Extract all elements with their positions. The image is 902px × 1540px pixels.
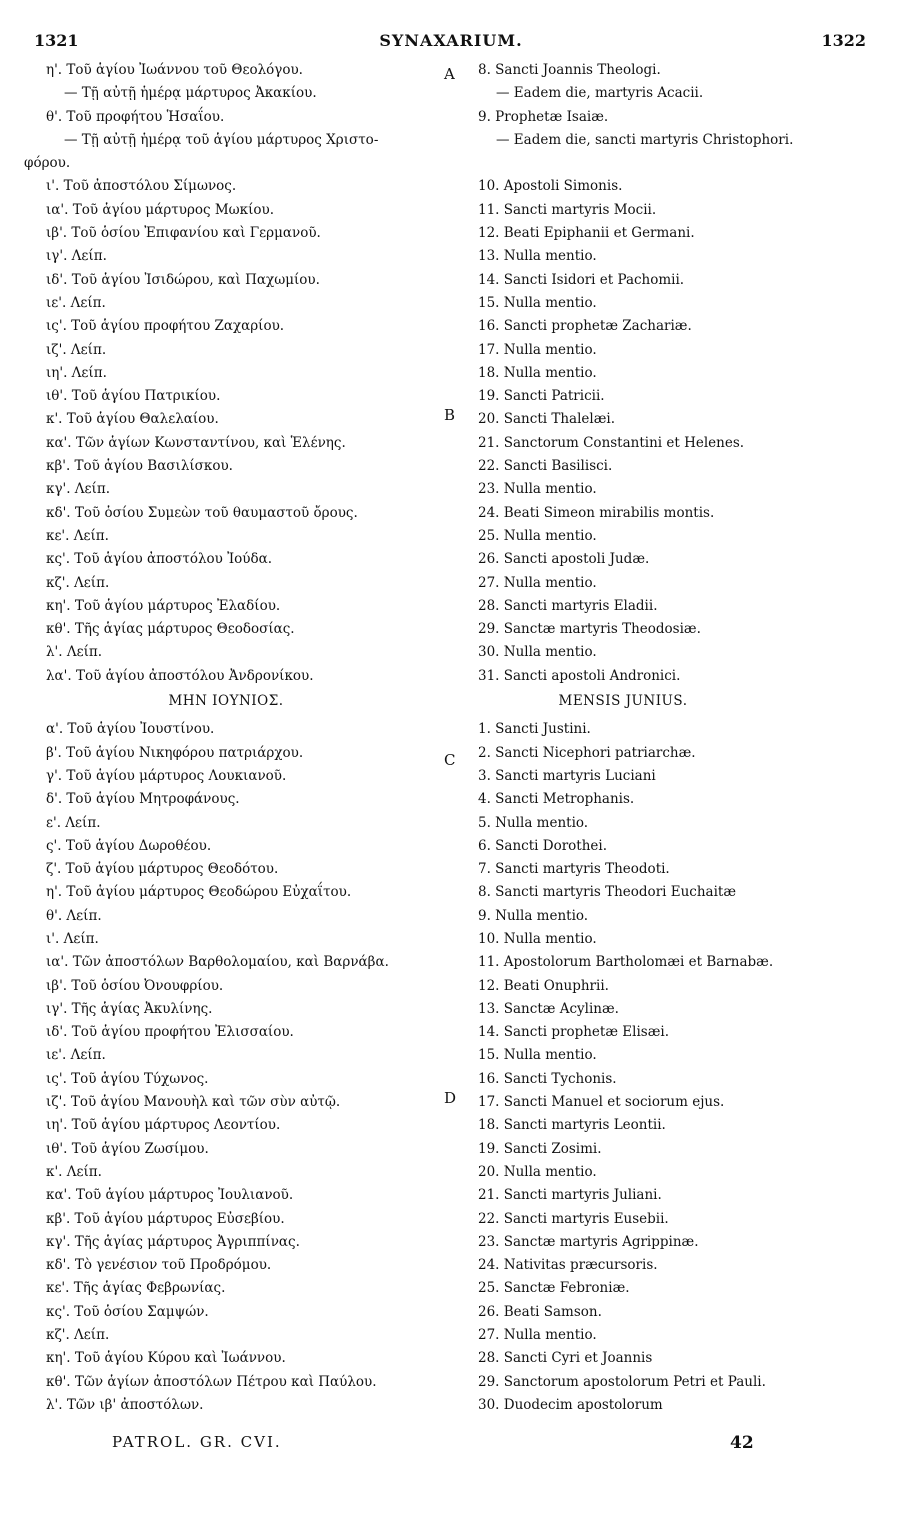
greek-entry: ιη'. Τοῦ ἁγίου μάρτυρος Λεοντίου.: [46, 1117, 281, 1134]
greek-entry: ια'. Τοῦ ἁγίου μάρτυρος Μωκίου.: [46, 201, 275, 218]
greek-entry: κς'. Τοῦ ὁσίου Σαμψών.: [46, 1303, 209, 1320]
greek-entry: κ'. Λείπ.: [46, 1163, 102, 1180]
greek-entry: ε'. Λείπ.: [46, 814, 101, 831]
greek-entry: κζ'. Λείπ.: [46, 574, 110, 591]
greek-entry: ζ'. Τοῦ ἁγίου μάρτυρος Θεοδότου.: [46, 861, 279, 878]
margin-letter-d: D: [444, 1089, 457, 1107]
latin-entry: — Eadem die, martyris Acacii.: [496, 85, 704, 102]
latin-entry: 28. Sancti Cyri et Joannis: [478, 1350, 653, 1367]
greek-entry: ιβ'. Τοῦ ὁσίου Ὀνουφρίου.: [46, 977, 224, 994]
latin-entry: 18. Sancti martyris Leontii.: [478, 1117, 666, 1134]
latin-entry: 19. Sancti Patricii.: [478, 388, 605, 405]
greek-entry: η'. Τοῦ ἁγίου Ἰωάννου τοῦ Θεολόγου.: [46, 62, 303, 78]
latin-entry: 11. Sancti martyris Mocii.: [478, 201, 657, 218]
latin-entry: 10. Nulla mentio.: [478, 930, 597, 947]
greek-entry: λ'. Λείπ.: [46, 644, 103, 661]
latin-entry: 14. Sancti Isidori et Pachomii.: [478, 271, 685, 288]
greek-entry: κε'. Λείπ.: [46, 527, 109, 544]
latin-entry: 11. Apostolorum Bartholomæi et Barnabæ.: [478, 954, 774, 971]
margin-letter-b: B: [444, 406, 456, 424]
margin-letter-c: C: [444, 751, 456, 769]
latin-entry: 20. Nulla mentio.: [478, 1163, 597, 1180]
greek-entry: ιθ'. Τοῦ ἁγίου Ζωσίμου.: [46, 1140, 209, 1157]
greek-entry: ιδ'. Τοῦ ἁγίου προφήτου Ἐλισσαίου.: [46, 1024, 294, 1041]
latin-entry: 29. Sanctorum apostolorum Petri et Pauli.: [478, 1373, 766, 1390]
greek-entry: ιε'. Λείπ.: [46, 1047, 106, 1064]
greek-month-heading: ΜΗΝ ΙΟΥΝΙΟΣ.: [168, 693, 284, 710]
page-number-left: 1321: [34, 31, 79, 50]
greek-entry: κα'. Τοῦ ἁγίου μάρτυρος Ἰουλιανοῦ.: [46, 1187, 294, 1204]
latin-entry: 22. Sancti martyris Eusebii.: [478, 1210, 669, 1227]
latin-entry: 24. Nativitas præcursoris.: [478, 1257, 658, 1274]
greek-entry: κθ'. Τῆς ἁγίας μάρτυρος Θεοδοσίας.: [46, 621, 295, 638]
greek-entry: κ'. Τοῦ ἁγίου Θαλελαίου.: [46, 411, 219, 428]
greek-entry: α'. Τοῦ ἁγίου Ἰουστίνου.: [46, 721, 215, 738]
greek-entry: ιγ'. Λείπ.: [46, 248, 107, 265]
latin-entry: 1. Sancti Justini.: [478, 721, 591, 738]
latin-entry: 5. Nulla mentio.: [478, 814, 589, 831]
greek-entry: — Τῇ αὐτῇ ἡμέρᾳ τοῦ ἁγίου μάρτυρος Χριστο-: [64, 131, 379, 148]
latin-entry: 30. Duodecim apostolorum: [478, 1396, 663, 1413]
greek-entry: ς'. Τοῦ ἁγίου Δωροθέου.: [46, 837, 212, 854]
latin-entry: 25. Sanctæ Febroniæ.: [478, 1280, 630, 1297]
greek-entry: κδ'. Τὸ γενέσιον τοῦ Προδρόμου.: [46, 1257, 272, 1274]
greek-entry: κς'. Τοῦ ἁγίου ἀποστόλου Ἰούδα.: [46, 551, 273, 568]
greek-entry: κη'. Τοῦ ἁγίου Κύρου καὶ Ἰωάννου.: [46, 1350, 286, 1367]
greek-entry: κε'. Τῆς ἁγίας Φεβρωνίας.: [46, 1280, 226, 1297]
latin-entry: 3. Sancti martyris Luciani: [478, 767, 656, 784]
latin-entry: 2. Sancti Nicephori patriarchæ.: [478, 744, 696, 761]
latin-entry: 21. Sancti martyris Juliani.: [478, 1187, 662, 1204]
greek-entry: γ'. Τοῦ ἁγίου μάρτυρος Λουκιανοῦ.: [46, 767, 287, 784]
greek-entry: κγ'. Τῆς ἁγίας μάρτυρος Ἀγριππίνας.: [46, 1233, 300, 1250]
footer-sheet-number: 42: [730, 1433, 754, 1453]
latin-entry: 20. Sancti Thalelæi.: [478, 411, 616, 428]
latin-entry: 12. Beati Onuphrii.: [478, 977, 609, 994]
greek-entry: ιζ'. Τοῦ ἁγίου Μανουὴλ καὶ τῶν σὺν αὐτῷ.: [46, 1094, 341, 1111]
greek-entry: ιη'. Λείπ.: [46, 364, 107, 381]
latin-entry: 16. Sancti Tychonis.: [478, 1070, 617, 1087]
greek-entry: κδ'. Τοῦ ὁσίου Συμεὼν τοῦ θαυμαστοῦ ὄρους.: [46, 504, 358, 521]
latin-entry: 13. Nulla mentio.: [478, 248, 597, 265]
greek-entry: θ'. Λείπ.: [46, 907, 102, 924]
greek-entry: κα'. Τῶν ἁγίων Κωνσταντίνου, καὶ Ἑλένης.: [46, 434, 346, 451]
greek-entry: ιγ'. Τῆς ἁγίας Ἀκυλίνης.: [46, 1000, 213, 1017]
latin-month-heading: MENSIS JUNIUS.: [558, 693, 688, 710]
latin-entry: 26. Beati Samson.: [478, 1303, 602, 1320]
greek-entry: λα'. Τοῦ ἁγίου ἀποστόλου Ἀνδρονίκου.: [46, 667, 314, 684]
margin-letter-a: A: [444, 65, 455, 83]
greek-entry: η'. Τοῦ ἁγίου μάρτυρος Θεοδώρου Εὐχαΐτου.: [46, 884, 352, 901]
latin-entry: 29. Sanctæ martyris Theodosiæ.: [478, 621, 701, 638]
greek-entry: ις'. Τοῦ ἁγίου προφήτου Ζαχαρίου.: [46, 318, 285, 335]
latin-entry: [478, 152, 878, 175]
latin-entry: 8. Sancti Joannis Theologi.: [478, 62, 661, 78]
latin-entry: 27. Nulla mentio.: [478, 1327, 597, 1344]
latin-entry: 6. Sancti Dorothei.: [478, 837, 608, 854]
latin-entry: 15. Nulla mentio.: [478, 294, 597, 311]
greek-entry: φόρου.: [24, 155, 71, 172]
greek-entry: κβ'. Τοῦ ἁγίου Βασιλίσκου.: [46, 458, 233, 475]
latin-entry: 17. Nulla mentio.: [478, 341, 597, 358]
greek-entry: ι'. Λείπ.: [46, 930, 99, 947]
latin-entry: 14. Sancti prophetæ Elisæi.: [478, 1024, 670, 1041]
greek-entry: κζ'. Λείπ.: [46, 1327, 110, 1344]
latin-entry: 23. Nulla mentio.: [478, 481, 597, 498]
greek-column: [24, 59, 446, 1417]
latin-entry: 13. Sanctæ Acylinæ.: [478, 1000, 619, 1017]
latin-entry: 26. Sancti apostoli Judæ.: [478, 551, 650, 568]
latin-entry: 22. Sancti Basilisci.: [478, 458, 613, 475]
latin-entry: 9. Prophetæ Isaiæ.: [478, 108, 609, 125]
greek-entry: λ'. Τῶν ιβ' ἀποστόλων.: [46, 1396, 204, 1413]
greek-entry: β'. Τοῦ ἁγίου Νικηφόρου πατριάρχου.: [46, 744, 304, 761]
running-title: SYNAXARIUM.: [379, 31, 523, 50]
latin-entry: 8. Sancti martyris Theodori Euchaitæ: [478, 884, 737, 901]
greek-entry: ιβ'. Τοῦ ὁσίου Ἐπιφανίου καὶ Γερμανοῦ.: [46, 225, 321, 242]
greek-entry: θ'. Τοῦ προφήτου Ἡσαΐου.: [46, 108, 225, 125]
greek-entry: κβ'. Τοῦ ἁγίου μάρτυρος Εὐσεβίου.: [46, 1210, 285, 1227]
latin-entry: 21. Sanctorum Constantini et Helenes.: [478, 434, 745, 451]
greek-entry: ια'. Τῶν ἀποστόλων Βαρθολομαίου, καὶ Βαρνάβα.: [46, 954, 389, 971]
greek-entry: ιθ'. Τοῦ ἁγίου Πατρικίου.: [46, 388, 221, 405]
latin-entry: 16. Sancti prophetæ Zachariæ.: [478, 318, 692, 335]
latin-entry: 7. Sancti martyris Theodoti.: [478, 861, 670, 878]
latin-entry: 17. Sancti Manuel et sociorum ejus.: [478, 1094, 725, 1111]
latin-entry: 10. Apostoli Simonis.: [478, 178, 623, 195]
latin-entry: — Eadem die, sancti martyris Christophori.: [496, 131, 794, 148]
greek-entry: ιζ'. Λείπ.: [46, 341, 107, 358]
greek-entry: ιε'. Λείπ.: [46, 294, 106, 311]
latin-entry: 27. Nulla mentio.: [478, 574, 597, 591]
latin-entry: 18. Nulla mentio.: [478, 364, 597, 381]
latin-entry: 9. Nulla mentio.: [478, 907, 589, 924]
greek-entry: δ'. Τοῦ ἁγίου Μητροφάνους.: [46, 791, 240, 808]
greek-entry: κθ'. Τῶν ἁγίων ἀποστόλων Πέτρου καὶ Παύλου.: [46, 1373, 377, 1390]
latin-entry: 15. Nulla mentio.: [478, 1047, 597, 1064]
greek-entry: ις'. Τοῦ ἁγίου Τύχωνος.: [46, 1070, 209, 1087]
latin-entry: 12. Beati Epiphanii et Germani.: [478, 225, 695, 242]
latin-entry: 31. Sancti apostoli Andronici.: [478, 667, 681, 684]
latin-entry: 25. Nulla mentio.: [478, 527, 597, 544]
latin-entry: 23. Sanctæ martyris Agrippinæ.: [478, 1233, 699, 1250]
greek-entry: ιδ'. Τοῦ ἁγίου Ἰσιδώρου, καὶ Παχωμίου.: [46, 271, 320, 288]
latin-entry: 28. Sancti martyris Eladii.: [478, 597, 658, 614]
greek-entry: κγ'. Λείπ.: [46, 481, 110, 498]
latin-entry: 30. Nulla mentio.: [478, 644, 597, 661]
greek-entry: κη'. Τοῦ ἁγίου μάρτυρος Ἐλαδίου.: [46, 597, 281, 614]
greek-entry: ι'. Τοῦ ἀποστόλου Σίμωνος.: [46, 178, 237, 195]
greek-entry: — Τῇ αὐτῇ ἡμέρᾳ μάρτυρος Ἀκακίου.: [64, 85, 317, 102]
latin-column: [478, 59, 878, 1417]
latin-entry: 19. Sancti Zosimi.: [478, 1140, 602, 1157]
latin-entry: 24. Beati Simeon mirabilis montis.: [478, 504, 715, 521]
latin-entry: 4. Sancti Metrophanis.: [478, 791, 635, 808]
footer-signature: PATROL. GR. CVI.: [112, 1433, 282, 1451]
page-number-right: 1322: [821, 31, 866, 50]
